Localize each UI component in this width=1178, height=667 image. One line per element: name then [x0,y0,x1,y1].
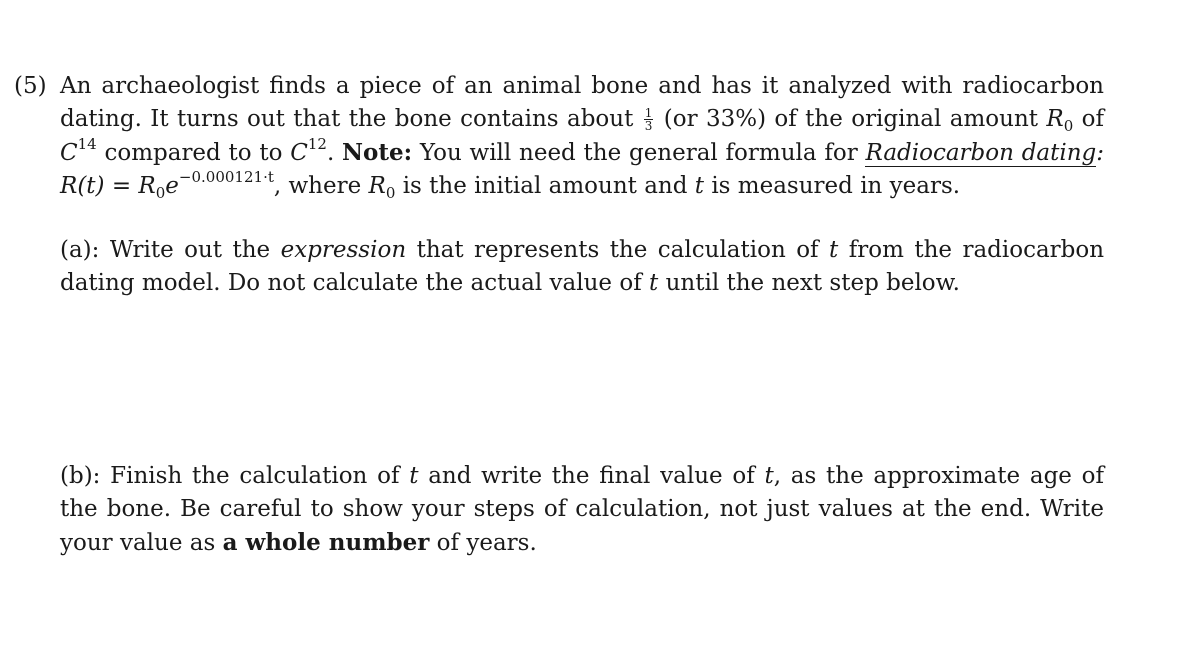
note-label: Note: [342,139,413,166]
whole-number-emphasis: a whole number [222,529,430,556]
part-b: (b): Finish the calculation of t and write the final value of t, as the approximate age of the bone. Be careful to show your steps of calculation, not just values at the end. Write your value as a whole number of years. [60,463,1104,556]
part-a-label: (a): [60,237,100,263]
c12-symbol: $C^{12}$ [290,135,327,166]
problem-body [60,70,1104,560]
t-variable: t [694,173,705,199]
formula: $R(t) = R_0e^{-0.000121\cdot t}$ [60,168,274,202]
problem-5 [14,70,1104,560]
problem-intro: An archaeologist finds a piece of an animal bone and has it analyzed with radiocarbon dating. It turns out that the bone contains about $\frac{1}{3}$ (or 33%) of the original amount $R_0$ of $C^{14}$ compared to to $C^{12}$. Note: You will need the general formula for Radiocarbon dating: $R(t) = R_0e^{-0.000121\cdot t}$, where $R_0$ is the initial amount and t is measured in years. [60,73,1105,202]
r0-symbol-2: $R_0$ [368,173,396,202]
radiocarbon-dating-link[interactable]: Radiocarbon dating [865,140,1097,166]
fraction-one-third: $\frac{1}{3}$ [644,106,653,133]
r0-symbol: $R_0$ [1046,106,1074,135]
problem-number: (5) [14,73,47,99]
c14-symbol: $C^{14}$ [60,135,97,166]
part-b-label: (b): [60,463,101,489]
part-a: (a): Write out the expression that represents the calculation of t from the radiocarbon dating model. Do not calculate the actual value of t until the next step below. [60,237,1105,296]
expression-emphasis: expression [280,237,407,263]
